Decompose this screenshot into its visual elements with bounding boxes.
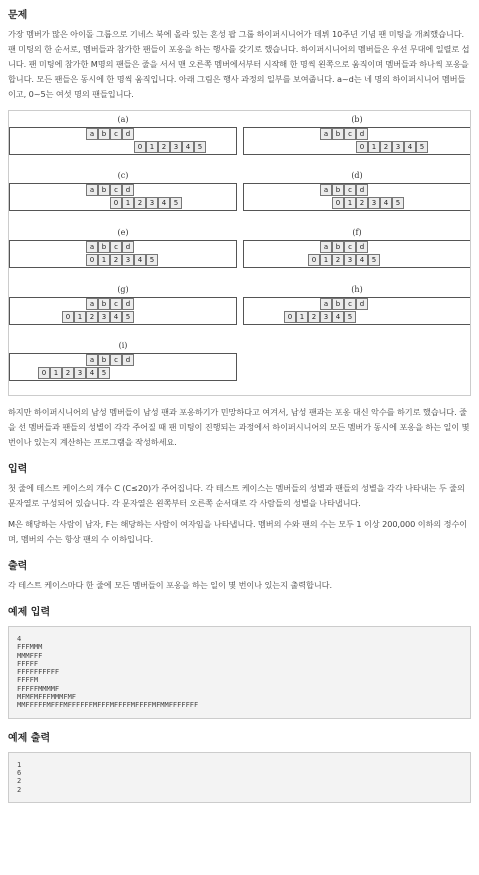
fan-cell: 5	[122, 311, 134, 323]
stage-box	[9, 183, 237, 211]
member-cell: d	[356, 298, 368, 310]
fan-cell: 5	[98, 367, 110, 379]
fan-cell: 2	[308, 311, 320, 323]
output-text: 각 테스트 케이스마다 한 줄에 모든 멤버들이 포옹을 하는 일이 몇 번이나 있는지 출력합니다.	[8, 580, 332, 590]
fan-cell: 0	[86, 254, 98, 266]
fan-cell: 3	[98, 311, 110, 323]
problem-intro: 가장 멤버가 많은 아이돌 그룹으로 기네스 북에 올라 있는 혼성 팝 그룹 하이퍼시니어가 데뷔 10주년 기념 팬 미팅을 개최했습니다. 팬 미팅의 한 순서로, 멤버들과 참가한 팬들이 포옹을 하는 행사를 갖기로 했습니다. 하이퍼시니어의 멤버들은 우선 무대에 일렬로 섭니다. 팬 미팅에 참가한 M명의 팬들은 줄을 서서 맨 오른쪽 멤버에서부터 시작해 한 명씩 왼쪽으로 움직이며 멤버들과 하나씩 포옹을 합니다. 모든 팬들은 동시에 한 명씩 움직입니다. 아래 그림은 행사 과정의 일부를 보여줍니다. a~d는 네 명의 하이퍼시니어 멤버들이고, 0~5는 여섯 명의 팬들입니다.	[8, 29, 470, 99]
input-text-1: 첫 줄에 테스트 케이스의 개수 C (C≤20)가 주어집니다. 각 테스트 케이스는 멤버들의 성별과 팬들의 성별을 각각 나타내는 두 줄의 문자열로 구성되어 있습니다. 각 문자열은 왼쪽부터 오른쪽 순서대로 각 사람들의 성별을 나타냅니다.	[8, 483, 465, 508]
fan-cell: 2	[86, 311, 98, 323]
fan-cell: 3	[392, 141, 404, 153]
output-heading: 출력	[8, 561, 28, 572]
fan-cell: 3	[74, 367, 86, 379]
problem-heading: 문제	[8, 10, 28, 21]
fan-cell: 5	[344, 311, 356, 323]
member-cell: d	[122, 128, 134, 140]
figure-panel	[9, 228, 237, 268]
member-cell: a	[320, 184, 332, 196]
member-cell: c	[344, 184, 356, 196]
fan-cell: 5	[368, 254, 380, 266]
member-cell: a	[320, 298, 332, 310]
fan-cell: 3	[170, 141, 182, 153]
figure-panel	[9, 115, 237, 155]
member-cell: a	[86, 298, 98, 310]
member-cell: d	[356, 128, 368, 140]
member-cell: d	[122, 184, 134, 196]
figure-panel	[9, 341, 237, 381]
figure-panel-label: (c)	[117, 171, 129, 180]
fan-cell: 4	[404, 141, 416, 153]
fan-cell: 3	[146, 197, 158, 209]
sample-input-line: 4	[17, 635, 22, 643]
fan-cell: 0	[308, 254, 320, 266]
figure-panel-label: (e)	[117, 228, 129, 237]
fan-cell: 0	[332, 197, 344, 209]
member-cell: b	[332, 128, 344, 140]
fan-cell: 5	[194, 141, 206, 153]
sample-input-line: MMMFFF	[17, 651, 43, 660]
fan-cell: 1	[368, 141, 380, 153]
fan-cell: 4	[158, 197, 170, 209]
sample-input-line: FFFMMM	[17, 643, 43, 652]
fan-cell: 3	[122, 254, 134, 266]
member-cell: b	[98, 298, 110, 310]
stage-box	[243, 297, 471, 325]
fan-cell: 4	[86, 367, 98, 379]
fan-cell: 4	[182, 141, 194, 153]
sample-output-line: 6	[17, 768, 22, 777]
stage-box	[9, 353, 237, 381]
figure-panel-label: (b)	[351, 115, 363, 124]
fan-cell: 5	[392, 197, 404, 209]
sample-input-line: FFFFFMMMMF	[17, 684, 60, 693]
sample-input-line: MMFFFFFMFFFMFFFFFFMFFFMFFFFMFFFFMFMMFFFFFFF	[17, 701, 199, 710]
member-cell: c	[110, 241, 122, 253]
fan-cell: 4	[356, 254, 368, 266]
stage-box	[243, 240, 471, 268]
sample-input-box	[8, 626, 471, 719]
member-cell: c	[344, 241, 356, 253]
problem-after-text: 하지만 하이퍼시니어의 남성 멤버들이 남성 팬과 포옹하기가 민망하다고 여겨서, 남성 팬과는 포옹 대신 악수를 하기로 했습니다. 줄을 선 멤버들과 팬들의 성별이 각각 주어질 때 팬 미팅이 진행되는 과정에서 하이퍼시니어의 모든 멤버가 동시에 포옹을 하는 일이 몇 번이나 있는지 계산하는 프로그램을 작성하세요.	[8, 407, 470, 447]
figure-panel	[243, 115, 471, 155]
fan-cell: 0	[110, 197, 122, 209]
figure-panel	[243, 171, 471, 211]
fan-cell: 1	[146, 141, 158, 153]
sample-input-heading: 예제 입력	[8, 607, 51, 618]
fan-cell: 0	[38, 367, 50, 379]
member-cell: c	[110, 298, 122, 310]
stage-box	[9, 240, 237, 268]
figure-panel-label: (f)	[352, 228, 362, 237]
fan-cell: 3	[368, 197, 380, 209]
sample-input-line: FFFFM	[17, 676, 39, 685]
stage-box	[243, 127, 471, 155]
member-cell: a	[320, 241, 332, 253]
member-cell: b	[98, 354, 110, 366]
member-cell: d	[122, 354, 134, 366]
sample-input-line: FFFFF	[17, 659, 39, 668]
fan-cell: 5	[146, 254, 158, 266]
sample-output-box	[8, 752, 471, 803]
sample-output-line: 2	[17, 785, 22, 794]
figure-panel-label: (a)	[117, 115, 129, 124]
fan-cell: 2	[110, 254, 122, 266]
input-heading: 입력	[8, 464, 28, 475]
member-cell: c	[110, 354, 122, 366]
fan-cell: 1	[320, 254, 332, 266]
figure-panel	[9, 285, 237, 325]
member-cell: c	[344, 298, 356, 310]
member-cell: d	[356, 184, 368, 196]
fan-cell: 1	[296, 311, 308, 323]
fan-cell: 1	[50, 367, 62, 379]
sample-input-line: FFFFFFFFFF	[17, 668, 60, 677]
figure-panel-label: (h)	[351, 285, 363, 294]
figure-panel-label: (g)	[117, 285, 129, 294]
fan-cell: 3	[344, 254, 356, 266]
member-cell: d	[122, 241, 134, 253]
input-text-2: M은 해당하는 사람이 남자, F는 해당하는 사람이 여자임을 나타냅니다. 멤버의 수와 팬의 수는 모두 1 이상 200,000 이하의 정수이며, 멤버의 수는 항상 팬의 수 이하입니다.	[8, 519, 468, 544]
member-cell: b	[98, 184, 110, 196]
fan-cell: 2	[134, 197, 146, 209]
figure-panel	[9, 171, 237, 211]
fan-cell: 4	[380, 197, 392, 209]
stage-box	[9, 127, 237, 155]
member-cell: d	[122, 298, 134, 310]
fan-cell: 5	[170, 197, 182, 209]
fan-cell: 4	[332, 311, 344, 323]
member-cell: b	[332, 241, 344, 253]
member-cell: b	[332, 298, 344, 310]
member-cell: a	[86, 241, 98, 253]
member-cell: c	[344, 128, 356, 140]
fan-cell: 2	[356, 197, 368, 209]
member-cell: b	[98, 241, 110, 253]
member-cell: a	[86, 128, 98, 140]
member-cell: c	[110, 184, 122, 196]
fan-cell: 5	[416, 141, 428, 153]
fan-cell: 2	[332, 254, 344, 266]
fan-cell: 1	[122, 197, 134, 209]
stage-box	[9, 297, 237, 325]
member-cell: d	[356, 241, 368, 253]
figure-panel	[243, 285, 471, 325]
fan-cell: 2	[380, 141, 392, 153]
member-cell: a	[86, 184, 98, 196]
fan-cell: 0	[62, 311, 74, 323]
stage-box	[243, 183, 471, 211]
figure-panel	[243, 228, 471, 268]
fan-cell: 0	[134, 141, 146, 153]
member-cell: a	[86, 354, 98, 366]
sample-output-line: 1	[17, 760, 22, 769]
member-cell: c	[110, 128, 122, 140]
fan-cell: 4	[134, 254, 146, 266]
member-cell: a	[320, 128, 332, 140]
fan-cell: 3	[320, 311, 332, 323]
figure-panel-label: (i)	[118, 341, 128, 350]
sample-output-line: 2	[17, 777, 22, 786]
hug-process-figure	[8, 110, 471, 396]
fan-cell: 1	[74, 311, 86, 323]
fan-cell: 1	[98, 254, 110, 266]
member-cell: b	[332, 184, 344, 196]
fan-cell: 2	[62, 367, 74, 379]
figure-panel-label: (d)	[351, 171, 363, 180]
fan-cell: 0	[284, 311, 296, 323]
sample-input-line: MFMFMFFFMMMFMF	[17, 693, 77, 702]
fan-cell: 0	[356, 141, 368, 153]
fan-cell: 4	[110, 311, 122, 323]
fan-cell: 2	[158, 141, 170, 153]
member-cell: b	[98, 128, 110, 140]
sample-output-heading: 예제 출력	[8, 732, 51, 744]
fan-cell: 1	[344, 197, 356, 209]
